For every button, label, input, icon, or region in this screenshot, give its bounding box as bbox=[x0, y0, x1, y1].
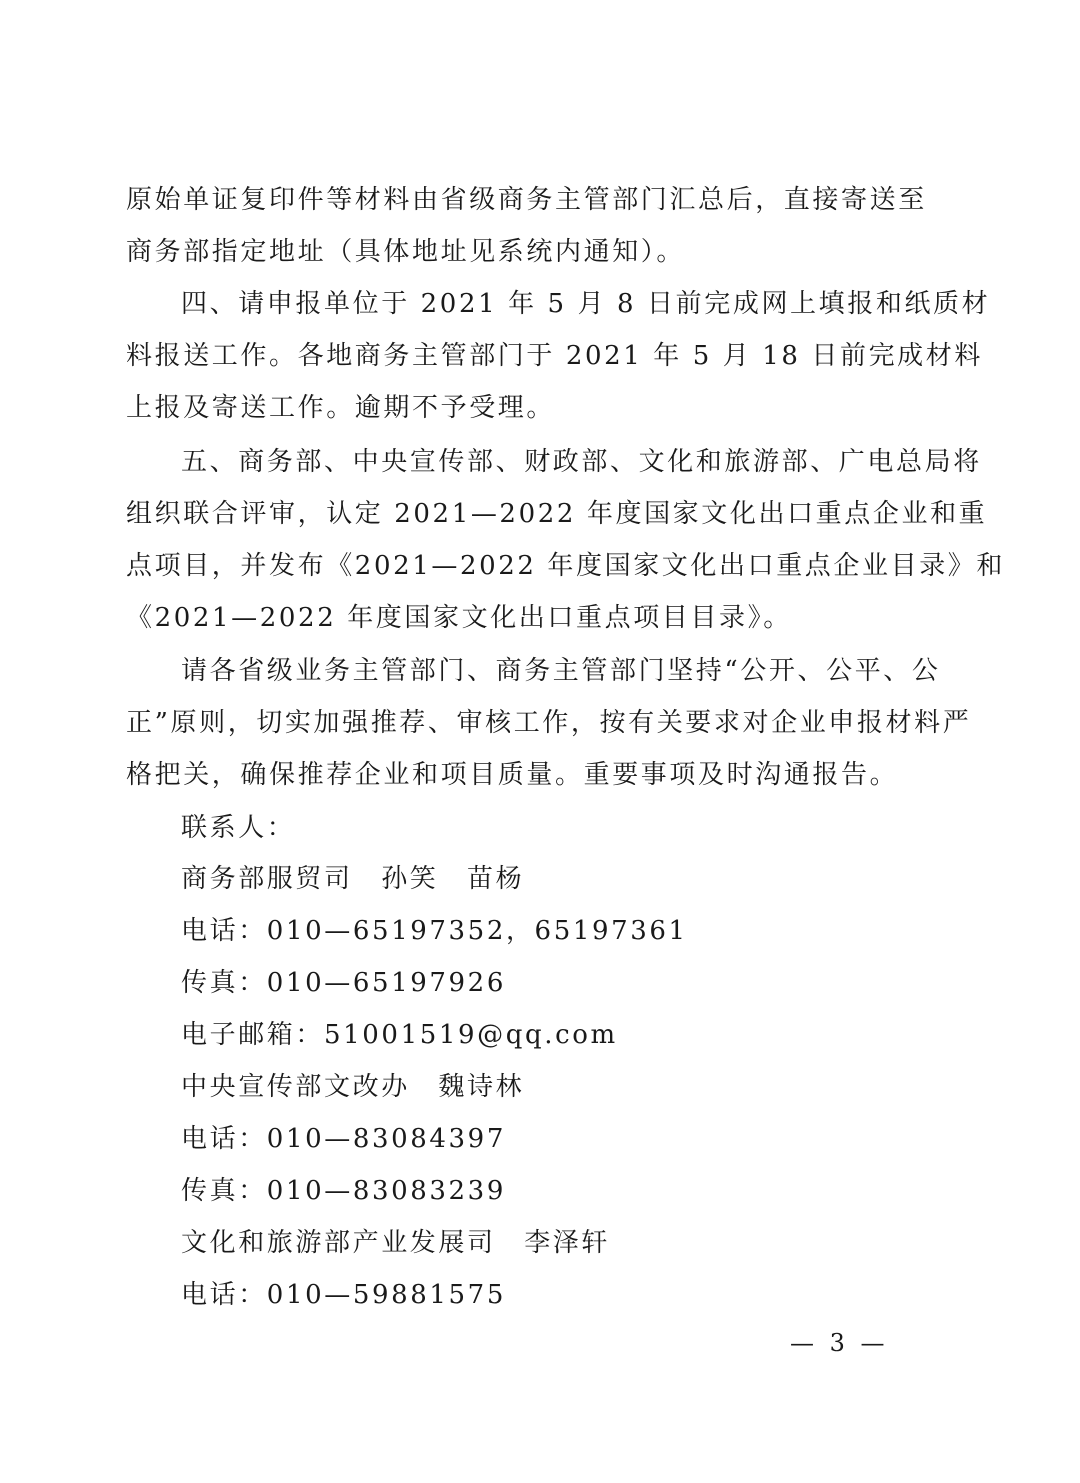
contact-fax: 传真：010—65197926 bbox=[181, 968, 506, 998]
contacts-heading: 联系人： bbox=[181, 813, 296, 843]
paragraph-line: 《2021—2022 年度国家文化出口重点项目目录》。 bbox=[126, 603, 792, 633]
contact-phone: 电话：010—59881575 bbox=[181, 1280, 506, 1310]
paragraph-line: 点项目，并发布《2021—2022 年度国家文化出口重点企业目录》和 bbox=[126, 551, 1006, 581]
contact-department: 商务部服贸司 孙笑 苗杨 bbox=[181, 864, 525, 894]
paragraph-line: 上报及寄送工作。逾期不予受理。 bbox=[126, 393, 556, 423]
contact-fax: 传真：010—83083239 bbox=[181, 1176, 506, 1206]
contact-phone: 电话：010—65197352，65197361 bbox=[181, 916, 688, 946]
contact-phone: 电话：010—83084397 bbox=[181, 1124, 506, 1154]
paragraph-line: 格把关，确保推荐企业和项目质量。重要事项及时沟通报告。 bbox=[126, 760, 899, 790]
paragraph-line: 组织联合评审，认定 2021—2022 年度国家文化出口重点企业和重 bbox=[126, 499, 988, 529]
paragraph-line: 四、请申报单位于 2021 年 5 月 8 日前完成网上填报和纸质材 bbox=[181, 289, 991, 319]
page-number: — 3 — bbox=[790, 1329, 889, 1357]
contact-email: 电子邮箱：51001519@qq.com bbox=[181, 1020, 618, 1050]
paragraph-line: 料报送工作。各地商务主管部门于 2021 年 5 月 18 日前完成材料 bbox=[126, 341, 983, 371]
paragraph-line: 正”原则，切实加强推荐、审核工作，按有关要求对企业申报材料严 bbox=[126, 708, 972, 738]
paragraph-line: 五、商务部、中央宣传部、财政部、文化和旅游部、广电总局将 bbox=[181, 447, 982, 477]
paragraph-line: 商务部指定地址（具体地址见系统内通知）。 bbox=[126, 237, 686, 267]
paragraph-line: 请各省级业务主管部门、商务主管部门坚持“公开、公平、公 bbox=[181, 656, 941, 686]
contact-department: 中央宣传部文改办 魏诗林 bbox=[181, 1072, 525, 1102]
contact-department: 文化和旅游部产业发展司 李泽轩 bbox=[181, 1228, 611, 1258]
paragraph-line: 原始单证复印件等材料由省级商务主管部门汇总后，直接寄送至 bbox=[126, 185, 927, 215]
